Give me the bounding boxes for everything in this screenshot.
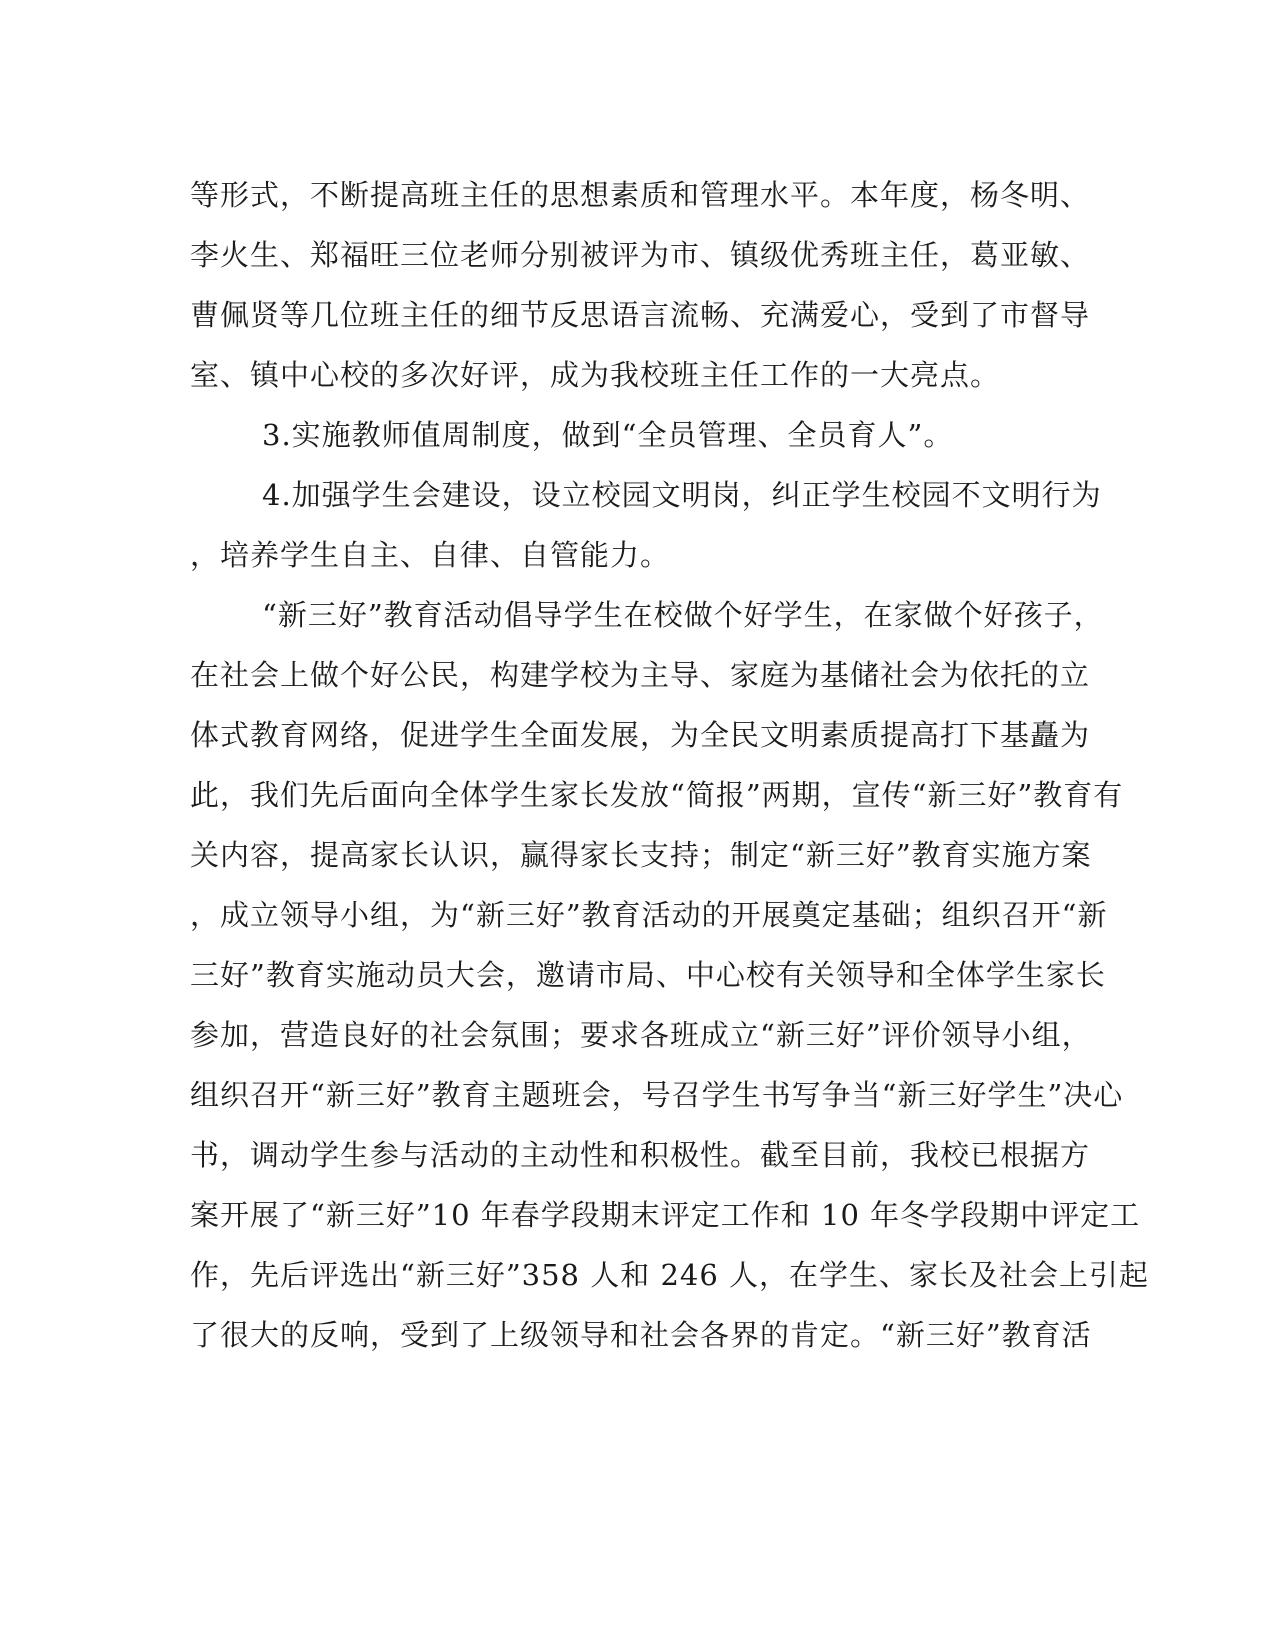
text-line-18: 案开展了“新三好”10 年春学段期末评定工作和 10 年冬学段期中评定工 [190,1198,1141,1232]
text-line-14: 三好”教育实施动员大会，邀请市局、中心校有关领导和全体学生家长 [190,958,1106,992]
text-line-12: 关内容，提高家长认识，赢得家长支持；制定“新三好”教育实施方案 [190,838,1092,872]
text-line-19: 作，先后评选出“新三好”358 人和 246 人，在学生、家长及社会上引起 [190,1258,1150,1292]
text-line-20: 了很大的反响，受到了上级领导和社会各界的肯定。“新三好”教育活 [190,1318,1092,1352]
text-line-8: “新三好”教育活动倡导学生在校做个好学生，在家做个好孩子， [262,598,1104,632]
text-line-10: 体式教育网络，促进学生全面发展，为全民文明素质提高打下基矗为 [190,718,1091,752]
text-line-11: 此，我们先后面向全体学生家长发放“简报”两期，宣传“新三好”教育有 [190,778,1124,812]
text-line-6: 4.加强学生会建设，设立校园文明岗，纠正学生校园不文明行为 [262,478,1102,512]
text-line-3: 曹佩贤等几位班主任的细节反思语言流畅、充满爱心，受到了市督导 [190,298,1091,332]
text-line-16: 组织召开“新三好”教育主题班会，号召学生书写争当“新三好学生”决心 [190,1078,1124,1112]
text-line-13: ，成立领导小组，为“新三好”教育活动的开展奠定基础；组织召开“新 [190,898,1108,932]
text-line-5: 3.实施教师值周制度，做到“全员管理、全员育人”。 [262,418,954,452]
text-line-1: 等形式，不断提高班主任的思想素质和管理水平。本年度，杨冬明、 [190,178,1091,212]
text-line-7: ，培养学生自主、自律、自管能力。 [190,538,671,572]
document-body [190,165,1150,1365]
text-line-15: 参加，营造良好的社会氛围；要求各班成立“新三好”评价领导小组， [190,1018,1092,1052]
text-line-17: 书，调动学生参与活动的主动性和积极性。截至目前，我校已根据方 [190,1138,1091,1172]
text-line-4: 室、镇中心校的多次好评，成为我校班主任工作的一大亮点。 [190,358,1001,392]
text-line-9: 在社会上做个好公民，构建学校为主导、家庭为基储社会为依托的立 [190,658,1091,692]
text-line-2: 李火生、郑福旺三位老师分别被评为市、镇级优秀班主任，葛亚敏、 [190,238,1091,272]
